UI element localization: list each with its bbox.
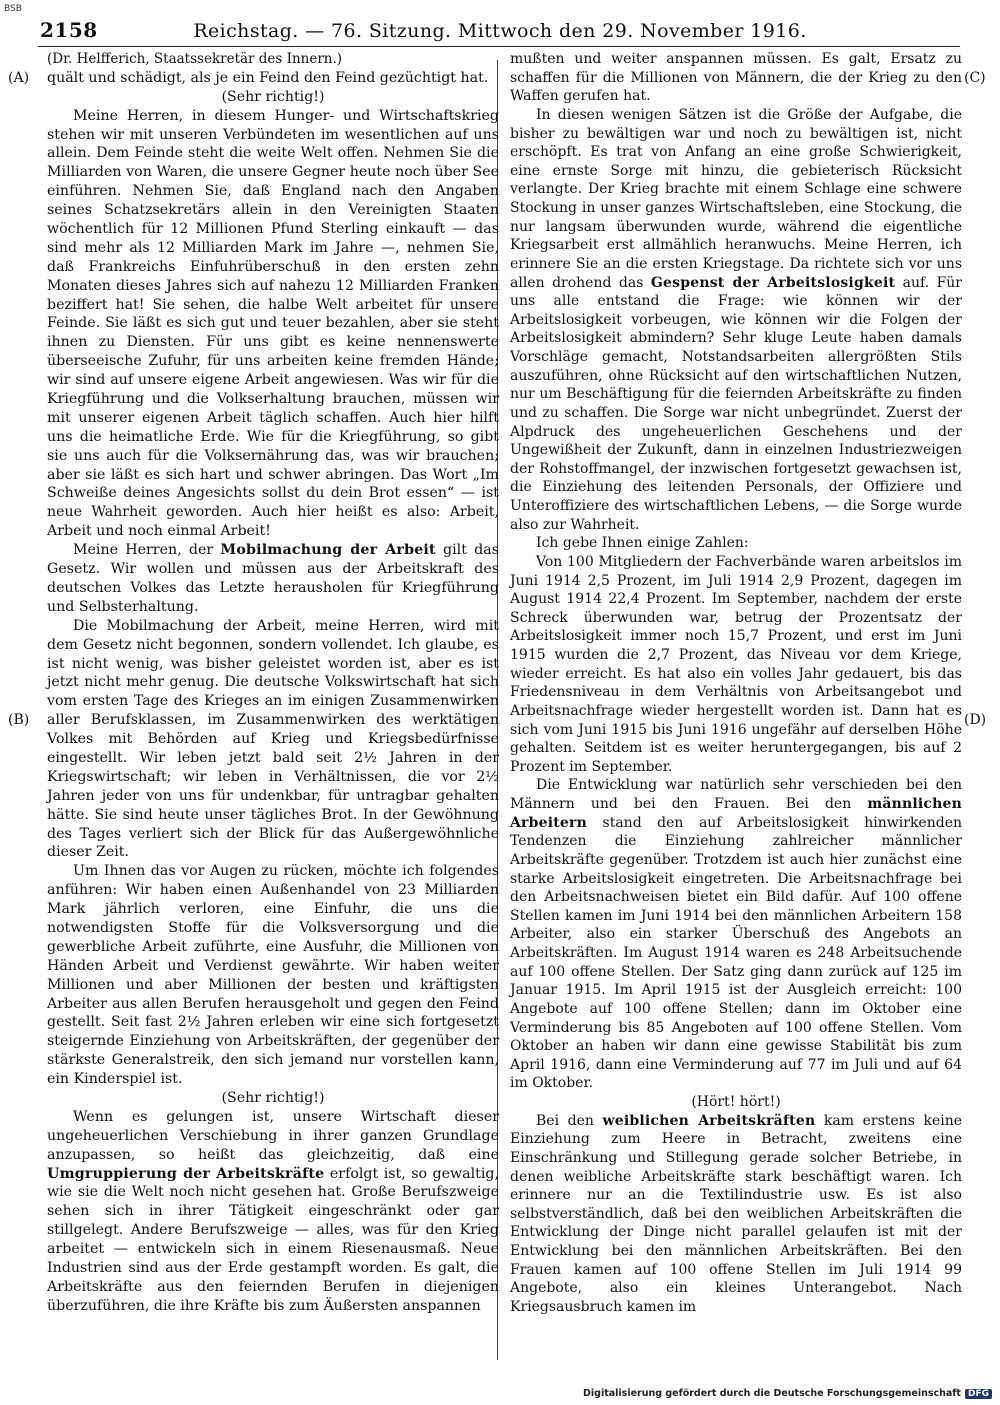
left-column bbox=[47, 50, 499, 1316]
text-run: Bei den bbox=[536, 1112, 594, 1129]
paragraph: Die Mobilmachung der Arbeit, meine Herren, wird mit dem Gesetz nicht begonnen, sondern vollendet. Ich glaube, es ist nicht wenig, was bisher geleistet worden ist, aber es ist jetzt nicht mehr genug. Die deutsche Volkswirtschaft hat sich vom ersten Tage des Krieges an im einigen Zusammenwirken aller Berufsklassen, im Zusammenwirken des werktätigen Volkes mit Behörden auf Krieg und Kriegsbedürfnisse eingestellt. Wir leben jetzt bald seit 2½ Jahren in der Kriegswirtschaft; wir leben in Verhältnissen, die vor 2½ Jahren jeder von uns für undenkbar, für untragbar gehalten hätte. Sie sind heute unser tägliches Brot. In der Gewöhnung des Tages verliert sich der Blick für das Außergewöhnliche dieser Zeit. bbox=[47, 617, 499, 861]
text-run: Die Entwicklung war natürlich sehr verschieden bei den Männern und bei den Frauen. Bei den bbox=[510, 777, 962, 812]
footer bbox=[583, 1388, 992, 1399]
text-run: stand den auf Arbeitslosigkeit hinwirkenden Tendenzen die Einziehung zahlreicher männlicher Arbeitskräfte gegenüber. Trotzdem ist auch hier zunächst eine starke Arbeitslosigkeit eingetreten. Die Arbeitsnachfrage bei den Arbeitsnachweisen bietet ein Bild dafür. Auf 100 offene Stellen kamen im Juni 1914 bei den männlichen Arbeitern 158 Arbeiter, also ein starker Überschuß des Angebots an Arbeitskräften. Im August 1914 waren es 248 Arbeitsuchende auf 100 offene Stellen. Der Satz ging dann zurück auf 125 im Januar 1915. Im April 1915 ist der Ausgleich erreicht: 100 Angebote auf 100 offene Stellen; dann im Oktober eine Verminderung bis 85 Angeboten auf 100 offene Stellen. Vom Oktober an haben wir dann eine gewisse Stabilität bis zum April 1916, dann eine Verminderung auf 77 im Juli und auf 64 im Oktober. bbox=[510, 814, 963, 1092]
paragraph bbox=[510, 106, 962, 534]
text-run: erfolgt ist, so gewaltig, wie sie die Welt noch nicht gesehen hat. Große Berufszweige sehen sich in ihrer Tätigkeit eingeschränkt oder gar stillgelegt. Andere Berufszweige — alles, was für den Krieg arbeitet — entwickeln sich in einem Riesenausmaß. Neue Industrien sind aus der Erde gestampft worden. Es galt, die Arbeitskräfte aus den feiernden Berufen in diejenigen überzuführen, die ihre Kräfte bis zum Äußersten anspannen bbox=[47, 1165, 499, 1314]
page-header bbox=[40, 18, 960, 46]
margin-letter-a: (A) bbox=[8, 70, 30, 86]
paragraph bbox=[510, 776, 962, 1093]
margin-letter-c: (C) bbox=[964, 70, 986, 86]
bold-phrase: Mobilmachung der Arbeit bbox=[220, 542, 436, 559]
bold-phrase: Umgruppierung der Arbeitskräfte bbox=[47, 1165, 325, 1182]
header-rule bbox=[38, 46, 960, 47]
margin-letter-d: (D) bbox=[964, 712, 987, 728]
bold-phrase: weiblichen Arbeitskräften bbox=[602, 1112, 816, 1129]
paragraph bbox=[47, 1108, 499, 1316]
margin-letter-b: (B) bbox=[8, 712, 30, 728]
text-run: Wenn es gelungen ist, unsere Wirtschaft dieser ungeheuerlichen Verschiebung in ihrer ganzen Grundlage anzupassen, so heißt das gleichzeitig, daß eine bbox=[47, 1108, 499, 1163]
paragraph: Von 100 Mitgliedern der Fachverbände waren arbeitslos im Juni 1914 2,5 Prozent, im Juli 1914 2,9 Prozent, dagegen im August 1914 22,4 Prozent. Im September, nachdem der erste Schreck überwunden war, betrug der Prozentsatz der Arbeitslosigkeit immer noch 15,7 Prozent, und erst im Juni 1915 wurden die 2,7 Prozent, das Niveau vor dem Kriege, wieder erreicht. Es hat also ein volles Jahr gedauert, bis das Friedensniveau in dem Verhältnis von Arbeitsangebot und Arbeitsnachfrage wieder hergestellt worden ist. Dann hat es sich vom Juni 1915 bis Juni 1916 ungefähr auf derselben Höhe gehalten. Seitdem ist es weiter heruntergegangen, bis auf 2 Prozent im September. bbox=[510, 553, 962, 775]
interjection: (Sehr richtig!) bbox=[221, 88, 325, 105]
interjection: (Sehr richtig!) bbox=[221, 1089, 325, 1106]
right-column bbox=[510, 50, 962, 1317]
interjection: (Hört! hört!) bbox=[691, 1094, 781, 1110]
paragraph: Um Ihnen das vor Augen zu rücken, möchte ich folgendes anführen: Wir haben einen Außenhandel von 23 Milliarden Mark jährlich verloren, eine Einfuhr, die uns die notwendigsten Stoffe für die Volksversorgung und die gewerbliche Arbeit zuführte, eine Ausfuhr, die Millionen von Händen Arbeit und Verdienst gewährte. Wir haben weiter Millionen und aber Millionen der besten und kräftigsten Arbeiter aus allen Berufen herausgeholt und gegen den Feind gestellt. Seit fast 2½ Jahren erleben wir eine sich fortgesetzt steigernde Einziehung von Arbeitskräften, der gegenüber der stärkste Generalstreik, den sich jemand nur vorstellen kann, ein Kinderspiel ist. bbox=[47, 863, 499, 1088]
page-number: 2158 bbox=[40, 18, 98, 42]
text-run: auf. Für uns alle entstand die Frage: wie können wir der Arbeitslosigkeit vorbeugen, wie können wir die Folgen der Arbeitslosigkeit abmindern? Sehr kluge Leute haben damals Vorschläge gemacht, Notstandsarbeiten allergrößten Stils auszuführen, ohne Rücksicht auf den wirtschaftlichen Nutzen, nur um Beschäftigung für die feiernden Arbeitskräfte zu finden und zu schaffen. Die Sorge war nicht unbegründet. Zuerst der Alpdruck des ungeheuerlichen Geschehens und der Ungewißheit der Zukunft, dann in einzelnen Industriezweigen der Rohstoffmangel, der inzwischen fortgesetzt gewachsen ist, die Einziehung des leitenden Personals, der Offiziere und Unteroffiziere des wirtschaftlichen Lebens, — die Sorge wurde also zur Wahrheit. bbox=[510, 274, 962, 533]
dfg-logo: DFG bbox=[965, 1389, 992, 1399]
text-run: gilt das Gesetz. Wir wollen und müssen aus der Arbeitskraft des deutschen Volkes das Letzte herausholen für Kriegführung und Selbsterhaltung. bbox=[47, 542, 499, 615]
corner-mark: BSB bbox=[4, 4, 22, 14]
text-run: kam erstens keine Einziehung zum Heere in Betracht, zweitens eine Einschränkung und Stillegung gerade solcher Betriebe, in denen weibliche Arbeitskräfte stark beschäftigt waren. Ich erinnere nur an die Textilindustrie usw. Es ist also selbstverständlich, daß bei den weiblichen Arbeitskräften die Entwicklung der Dinge nicht parallel gelaufen ist mit der Entwicklung bei den männlichen Arbeitskräften. Bei den Frauen kamen auf 100 offene Stellen im Juli 1914 99 Angebote, also ein kleines Unterangebot. Nach Kriegsausbruch kamen im bbox=[510, 1112, 963, 1315]
paragraph bbox=[47, 541, 499, 617]
text-run: In diesen wenigen Sätzen ist die Größe der Aufgabe, die bisher zu bewältigen war und noch zu bewältigen ist, nicht erschöpft. Es trat von Anfang an eine große Schwierigkeit, eine ernste Sorge mit hinzu, die gebieterisch Rücksicht verlangte. Der Krieg brachte mit einem Schlage eine schwere Stockung in unser ganzes Wirtschaftsleben, eine Stockung, die nur langsam überwunden wurde, während die eigentliche Kriegsarbeit erst allmählich heranwuchs. Meine Herren, ich erinnere Sie an die ersten Kriegstage. Da richtete sich vor uns allen drohend das bbox=[510, 106, 962, 291]
bold-phrase: Gespenst der Arbeitslosigkeit bbox=[650, 274, 896, 291]
paragraph: Ich gebe Ihnen einige Zahlen: bbox=[536, 535, 749, 552]
text-run: Meine Herren, der bbox=[73, 542, 214, 559]
paragraph bbox=[510, 1112, 962, 1317]
bold-phrase: männlichen Arbeitern bbox=[510, 796, 963, 831]
paragraph: mußten und weiter anspannen müssen. Es galt, Ersatz zu schaffen für die Millionen von Männern, die der Krieg zu den Waffen gerufen hat. bbox=[510, 51, 962, 105]
paragraph: quält und schädigt, als je ein Feind den Feind gezüchtigt hat. bbox=[47, 69, 489, 86]
footer-text: Digitalisierung gefördert durch die Deutsche Forschungsgemeinschaft bbox=[583, 1388, 961, 1399]
running-head: Reichstag. — 76. Sitzung. Mittwoch den 29. November 1916. bbox=[193, 20, 807, 42]
speaker-line: (Dr. Helfferich, Staatssekretär des Innern.) bbox=[47, 51, 343, 67]
paragraph: Meine Herren, in diesem Hunger- und Wirtschaftskrieg stehen wir mit unseren Verbündeten im wesentlichen auf uns allein. Dem Feinde steht die weite Welt offen. Nehmen Sie die Milliarden von Waren, die unsere Gegner heute noch über See einführen. Nehmen Sie, daß England nach den Angaben seines Schatzsekretärs allein in den Vereinigten Staaten wöchentlich für 12 Millionen Pfund Sterling einkauft — das sind mehr als 12 Milliarden Mark im Jahre —, nehmen Sie, daß Frankreichs Einfuhrüberschuß in den ersten zehn Monaten dieses Jahres sich auf nahezu 12 Milliarden Franken beziffert hat! Sie sehen, die halbe Welt arbeitet für unsere Feinde. Sie läßt es sich gut und teuer bezahlen, aber sie steht ihnen zu Diensten. Für uns gibt es keine nennenswerte überseeische Zufuhr, für uns arbeiten keine fremden Hände; wir sind auf unsere eigene Arbeit angewiesen. Was wir für die Kriegführung und die Volkserhaltung brauchen, müssen wir mit unserer eigenen Arbeit täglich schaffen. Auch hier hilft uns die heimatliche Erde. Wie für die Kriegführung, so gibt sie uns auch für die Volksernährung das, was wir brauchen; aber sie läßt es sich hart und schwer abringen. Das Wort „Im Schweiße deines Angesichts sollst du dein Brot essen“ — ist neue Wahrheit geworden. Auch hier heißt es also: Arbeit, Arbeit und noch einmal Arbeit! bbox=[47, 107, 499, 540]
